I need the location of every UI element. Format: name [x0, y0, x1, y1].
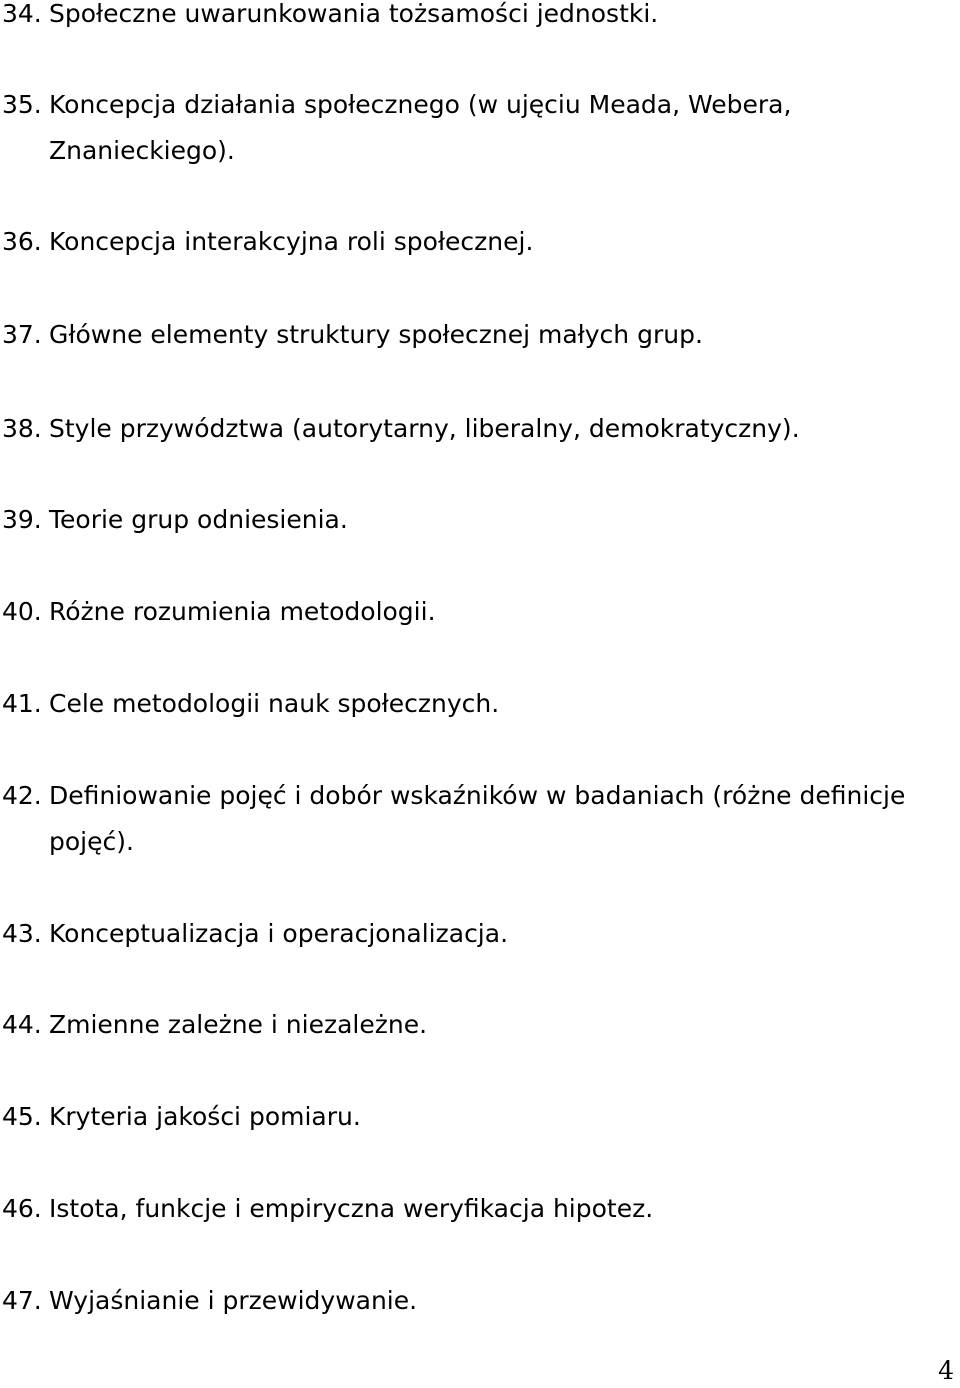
- item-text: Koncepcja działania społecznego (w ujęciu Meada, Webera, Znanieckiego).: [49, 90, 792, 165]
- item-text: Definiowanie pojęć i dobór wskaźników w badaniach (różne definicje pojęć).: [49, 781, 906, 856]
- list-item: [0, 0, 960, 37]
- item-number: 34.: [2, 0, 42, 28]
- item-number: 42.: [2, 781, 42, 810]
- list-item: [0, 911, 960, 957]
- list-item: [0, 497, 960, 543]
- list-item: [0, 406, 960, 452]
- item-text: Teorie grup odniesienia.: [49, 505, 348, 534]
- list-item: [0, 589, 960, 635]
- list-item: [0, 82, 960, 174]
- list-item: [0, 219, 960, 265]
- item-number: 40.: [2, 597, 42, 626]
- list-item: [0, 312, 960, 358]
- item-text: Wyjaśnianie i przewidywanie.: [49, 1286, 418, 1315]
- item-text: Style przywództwa (autorytarny, liberalny, demokratyczny).: [49, 414, 800, 443]
- item-number: 38.: [2, 414, 42, 443]
- item-number: 41.: [2, 689, 42, 718]
- item-text: Koncepcja interakcyjna roli społecznej.: [49, 227, 534, 256]
- item-number: 36.: [2, 227, 42, 256]
- item-text: Kryteria jakości pomiaru.: [49, 1102, 361, 1131]
- item-number: 46.: [2, 1194, 42, 1223]
- item-text: Różne rozumienia metodologii.: [49, 597, 436, 626]
- item-number: 35.: [2, 90, 42, 119]
- item-number: 43.: [2, 919, 42, 948]
- page-number: 4: [938, 1356, 954, 1385]
- item-text: Cele metodologii nauk społecznych.: [49, 689, 500, 718]
- item-text: Społeczne uwarunkowania tożsamości jednostki.: [49, 0, 659, 28]
- list-item: [0, 1186, 960, 1232]
- list-item: [0, 681, 960, 727]
- list-item: [0, 1278, 960, 1324]
- item-text: Istota, funkcje i empiryczna weryfikacja hipotez.: [49, 1194, 654, 1223]
- list-item: [0, 773, 960, 865]
- item-text: Konceptualizacja i operacjonalizacja.: [49, 919, 509, 948]
- item-text: Główne elementy struktury społecznej małych grup.: [49, 320, 703, 349]
- item-number: 39.: [2, 505, 42, 534]
- item-number: 45.: [2, 1102, 42, 1131]
- item-text: Zmienne zależne i niezależne.: [49, 1010, 428, 1039]
- item-number: 37.: [2, 320, 42, 349]
- list-item: [0, 1094, 960, 1140]
- item-number: 44.: [2, 1010, 42, 1039]
- item-number: 47.: [2, 1286, 42, 1315]
- list-item: [0, 1002, 960, 1048]
